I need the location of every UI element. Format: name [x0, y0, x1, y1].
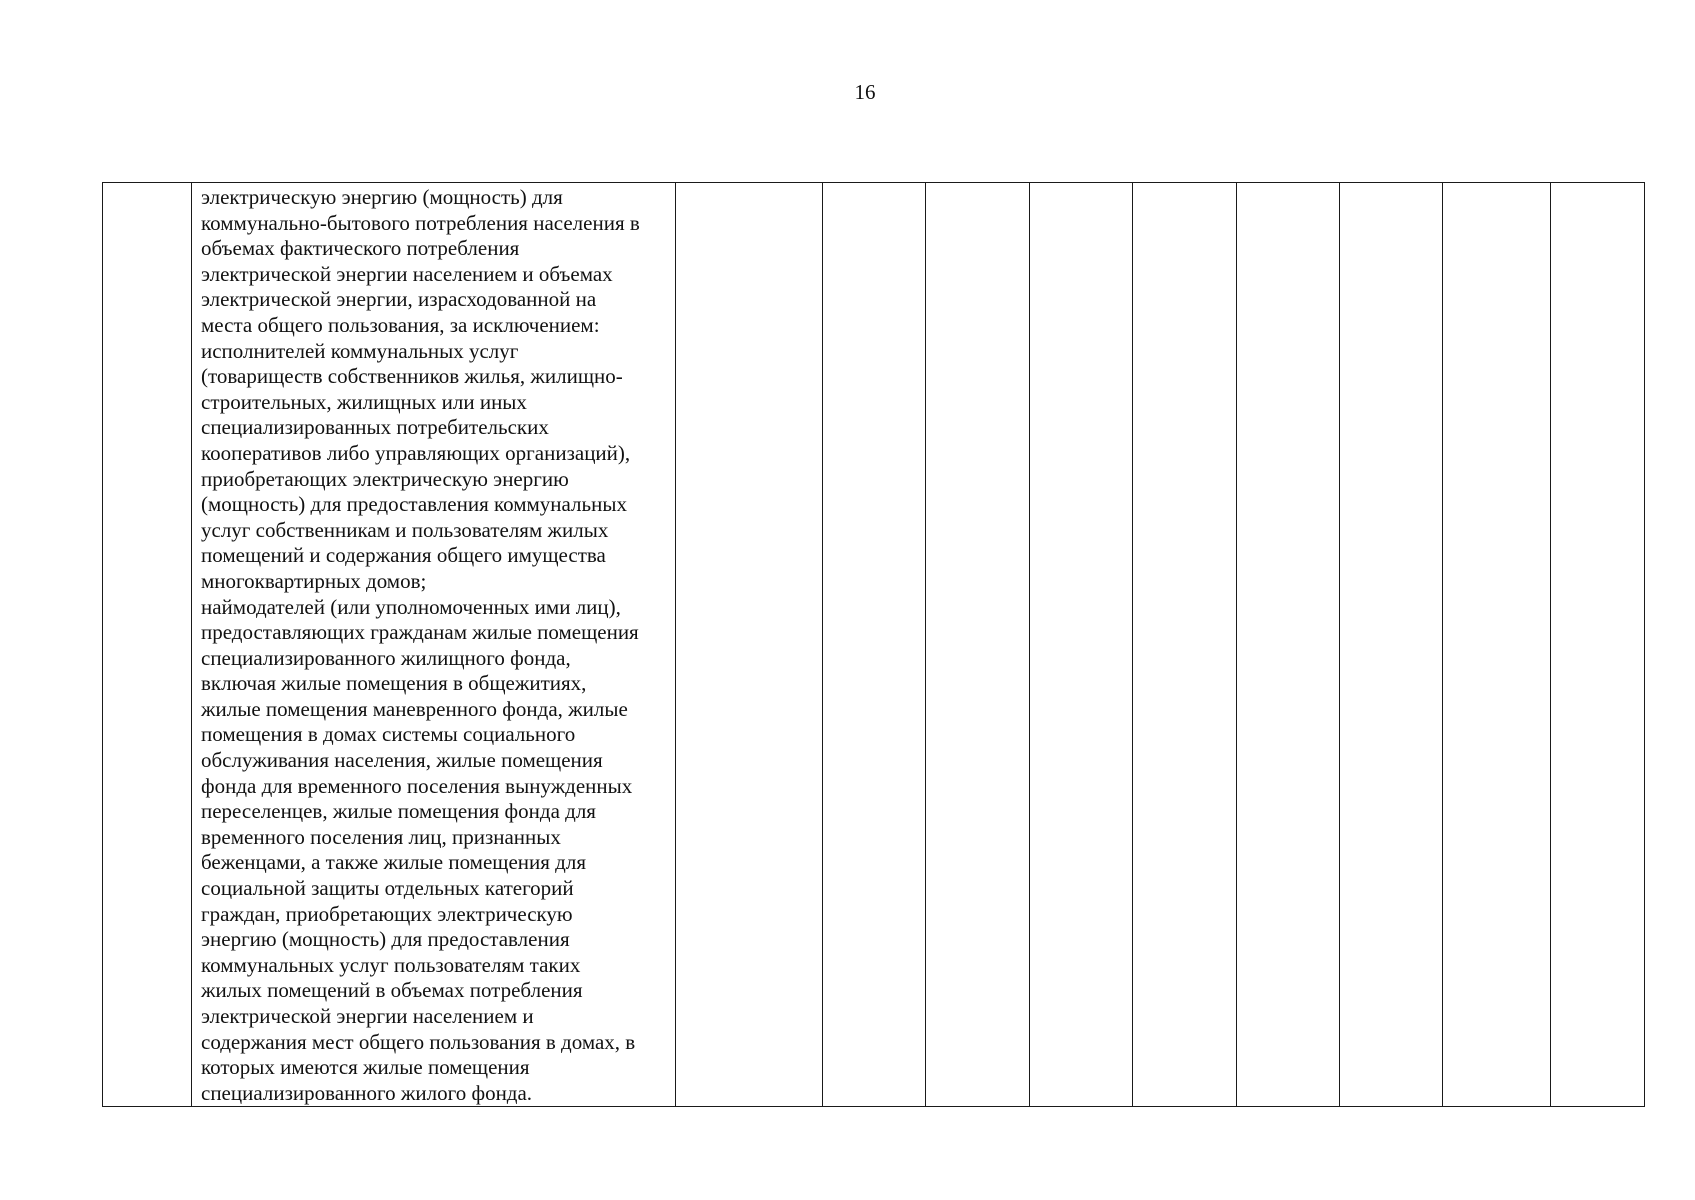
description-line: коммунально-бытового потребления населения в — [201, 210, 640, 235]
description-line: специализированного жилого фонда. — [201, 1080, 533, 1105]
value-cell-3 — [676, 183, 823, 1107]
value-cell-5 — [926, 183, 1030, 1107]
description-line: граждан, приобретающих электрическую — [201, 901, 573, 926]
description-line: строительных, жилищных или иных — [201, 389, 527, 414]
description-line: обслуживания населения, жилые помещения — [201, 748, 603, 773]
value-cell-9 — [1340, 183, 1443, 1107]
description-line: кооперативов либо управляющих организаций), — [201, 440, 631, 465]
value-cell-7 — [1133, 183, 1237, 1107]
description-line: электрической энергии населением и — [201, 1004, 534, 1028]
description-line: специализированного жилищного фонда, — [201, 645, 571, 670]
description-line: (товариществ собственников жилья, жилищно- — [201, 364, 623, 389]
description-line: исполнителей коммунальных услуг — [201, 338, 519, 363]
description-line: (мощность) для предоставления коммунальных — [201, 492, 627, 517]
value-cell-4 — [823, 183, 926, 1107]
description-line: места общего пользования, за исключением: — [201, 312, 600, 337]
description-line: которых имеются жилые помещения — [201, 1055, 530, 1080]
description-line: специализированных потребительских — [201, 415, 549, 440]
table-row — [103, 183, 1645, 1107]
data-table — [102, 182, 1645, 1107]
description-line: предоставляющих гражданам жилые помещения — [201, 620, 639, 645]
description-line: электрической энергии населением и объемах — [201, 261, 613, 286]
description-line: электрическую энергию (мощность) для — [201, 185, 563, 209]
row-number-cell — [103, 183, 192, 1107]
description-line: помещения в домах системы социального — [201, 722, 576, 747]
description-line: приобретающих электрическую энергию — [201, 466, 569, 491]
description-line: жилых помещений в объемах потребления — [201, 978, 583, 1003]
description-line: электрической энергии, израсходованной на — [201, 287, 597, 312]
description-line: беженцами, а также жилые помещения для — [201, 850, 586, 875]
description-line: временного поселения лиц, признанных — [201, 824, 561, 849]
description-line: жилые помещения маневренного фонда, жилые — [201, 696, 628, 721]
value-cell-11 — [1551, 183, 1645, 1107]
description-line: социальной защиты отдельных категорий — [201, 876, 574, 901]
description-line: услуг собственникам и пользователям жилых — [201, 517, 609, 542]
description-line: энергию (мощность) для предоставления — [201, 927, 570, 952]
description-cell — [192, 183, 676, 1107]
description-line: помещений и содержания общего имущества — [201, 543, 606, 568]
value-cell-8 — [1237, 183, 1340, 1107]
description-line: переселенцев, жилые помещения фонда для — [201, 799, 596, 824]
description-line: содержания мест общего пользования в домах, в — [201, 1029, 636, 1054]
page-number: 16 — [854, 80, 876, 104]
description-line: наймодателей (или уполномоченных ими лиц), — [201, 594, 621, 619]
description-line: многоквартирных домов; — [201, 568, 427, 593]
value-cell-6 — [1030, 183, 1133, 1107]
description-line: включая жилые помещения в общежитиях, — [201, 671, 587, 696]
description-text — [201, 185, 667, 1106]
description-line: фонда для временного поселения вынужденных — [201, 773, 633, 798]
description-line: объемах фактического потребления — [201, 236, 520, 261]
description-line: коммунальных услуг пользователям таких — [201, 952, 581, 977]
value-cell-10 — [1443, 183, 1551, 1107]
